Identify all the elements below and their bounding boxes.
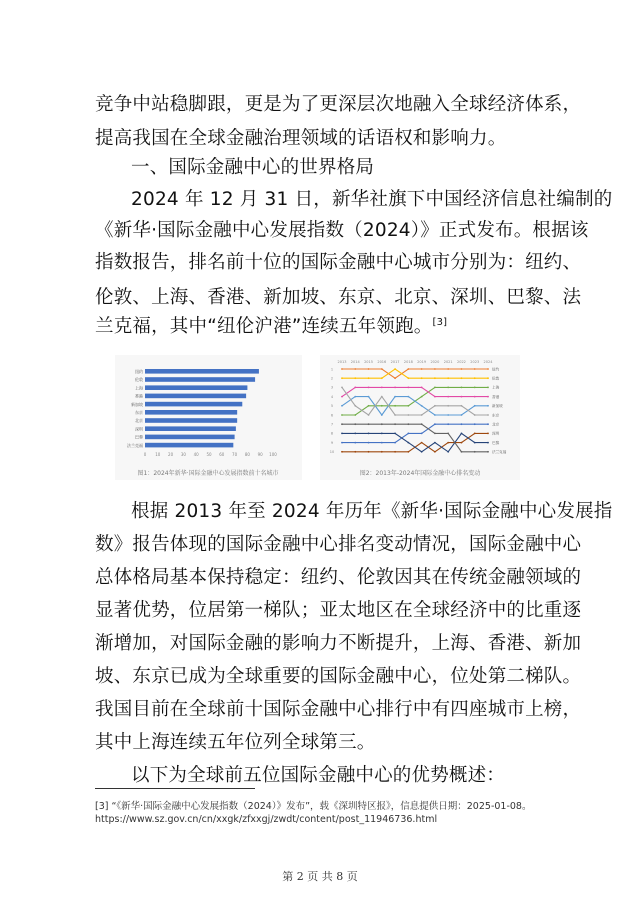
figure-2-end-label: 新加坡 <box>492 404 503 409</box>
figure-2-rank-label: 4 <box>330 394 334 399</box>
figure-2-point <box>447 451 449 453</box>
figure-2-point <box>421 414 423 416</box>
figure-2-point <box>487 377 489 379</box>
figure-2-point <box>474 433 476 435</box>
figure-1-city-label: 伦敦 <box>135 377 143 383</box>
figure-2-point <box>434 451 436 453</box>
figure-1-bar-chart <box>115 355 302 480</box>
figure-2-point <box>407 451 409 453</box>
figure-2-point <box>381 377 383 379</box>
figure-1-x-tick: 30 <box>180 452 186 457</box>
figure-2-year-label: 2022 <box>456 360 466 364</box>
figure-1-city-label: 上海 <box>135 385 143 391</box>
figure-2-point <box>461 396 463 398</box>
figure-2-point <box>368 442 370 444</box>
figure-2-point <box>341 414 343 416</box>
figure-2-point <box>368 451 370 453</box>
figure-2-rank-label: 10 <box>329 450 335 455</box>
figure-2-point <box>354 442 356 444</box>
figure-2-point <box>394 396 396 398</box>
figure-2-point <box>434 368 436 370</box>
figure-2-point <box>447 387 449 389</box>
body-line-4: 2024 年 12 月 31 日，新华社旗下中国经济信息社编制的 <box>131 189 613 210</box>
page-number: 第 2 页 共 8 页 <box>282 870 358 883</box>
figure-2-point <box>421 442 423 444</box>
figure-2-point <box>407 414 409 416</box>
figure-2-point <box>354 433 356 435</box>
figure-2-point <box>407 423 409 425</box>
figure-1-x-tick: 60 <box>219 452 225 457</box>
body-line-7: 伦敦、上海、香港、新加坡、东京、北京、深圳、巴黎、法 <box>95 287 582 308</box>
footnote-line-1: [3] “《新华·国际金融中心发展指数（2024）》发布”，载《深圳特区报》，信息提供日期：2025-01-08。 <box>95 801 532 812</box>
figure-2-point <box>434 423 436 425</box>
figure-2-point <box>381 442 383 444</box>
figure-2-point <box>368 423 370 425</box>
body-line-5: 《新华·国际金融中心发展指数（2024）》正式发布。根据该 <box>95 220 589 241</box>
figure-2-end-label: 深圳 <box>492 431 500 436</box>
figure-2-point <box>447 368 449 370</box>
figure-2-point <box>474 387 476 389</box>
figure-1-bar <box>145 435 235 440</box>
footnote-ref: [3] <box>432 316 448 328</box>
figure-2-year-label: 2021 <box>443 360 453 364</box>
figure-1-city-label: 巴黎 <box>135 434 143 440</box>
figure-1-city-label: 东京 <box>135 410 143 415</box>
figure-2-end-label: 上海 <box>492 385 500 390</box>
figure-2-point <box>341 405 343 407</box>
figure-2-background <box>320 355 520 480</box>
body-line-16: 其中上海连续五年位列全球第三。 <box>95 732 376 753</box>
body-line-14: 坡、东京已成为全球重要的国际金融中心，位处第二梯队。 <box>95 666 582 687</box>
figure-2-point <box>421 451 423 453</box>
figure-1-caption: 图1：2024年新华·国际金融中心发展指数前十名城市 <box>137 470 279 477</box>
figure-2-point <box>434 414 436 416</box>
figure-2-end-label: 伦敦 <box>492 376 500 381</box>
figure-2-rank-label: 3 <box>330 385 334 390</box>
figure-1-x-tick: 20 <box>168 452 174 457</box>
figure-2-point <box>368 405 370 407</box>
figure-2-point <box>487 368 489 370</box>
footnote-divider <box>95 788 255 789</box>
figure-1-bar <box>145 402 242 407</box>
figure-2-year-label: 2018 <box>403 360 413 364</box>
figure-2-point <box>421 433 423 435</box>
figure-2-point <box>394 433 396 435</box>
figure-2-point <box>474 377 476 379</box>
figure-2-point <box>354 414 356 416</box>
figure-2-year-label: 2017 <box>390 360 400 364</box>
body-line-6: 指数报告，排名前十位的国际金融中心城市分别为：纽约、 <box>95 252 582 273</box>
figure-2-point <box>407 368 409 370</box>
figure-2-year-label: 2015 <box>364 360 374 364</box>
figure-2-point <box>434 396 436 398</box>
figure-2-rank-label: 6 <box>330 413 334 418</box>
figure-2-point <box>474 442 476 444</box>
body-line-8 <box>95 312 447 338</box>
body-line-15: 我国目前在全球前十国际金融中心排行中有四座城市上榜， <box>95 699 582 720</box>
figure-2-point <box>474 423 476 425</box>
body-line-1: 竞争中站稳脚跟，更是为了更深层次地融入全球经济体系， <box>95 94 582 115</box>
figure-1-x-tick: 100 <box>269 452 277 457</box>
figure-2-point <box>487 442 489 444</box>
figure-2-point <box>434 377 436 379</box>
figure-2-point <box>447 414 449 416</box>
figure-2-point <box>368 368 370 370</box>
figure-1-bar <box>145 394 246 399</box>
figure-1-bar <box>145 426 236 431</box>
figure-2-point <box>487 423 489 425</box>
footnote-url: https://www.sz.gov.cn/cn/xxgk/zfxxgj/zwdt/content/post_11946736.html <box>95 814 438 825</box>
figure-2-point <box>341 396 343 398</box>
figure-2-point <box>381 433 383 435</box>
figure-2-point <box>421 405 423 407</box>
figure-2-point <box>368 414 370 416</box>
figure-2-point <box>394 368 396 370</box>
figure-2-rank-label: 9 <box>330 440 334 445</box>
figure-2-point <box>394 451 396 453</box>
figure-1-city-label: 新加坡 <box>131 401 143 407</box>
figure-2-point <box>381 405 383 407</box>
figure-2-point <box>354 377 356 379</box>
figure-2-point <box>341 368 343 370</box>
figure-2-point <box>474 396 476 398</box>
body-line-11: 总体格局基本保持稳定：纽约、伦敦因其在传统金融领域的 <box>95 567 582 588</box>
section-heading: 一、国际金融中心的世界格局 <box>131 157 375 178</box>
figure-2-end-label: 巴黎 <box>492 440 500 445</box>
figure-2-point <box>447 442 449 444</box>
figure-2-year-label: 2016 <box>377 360 387 364</box>
figure-1-x-tick: 70 <box>232 452 238 457</box>
figure-1-bar <box>145 443 233 448</box>
figure-2-point <box>354 405 356 407</box>
figure-2-point <box>368 387 370 389</box>
figure-2-point <box>354 396 356 398</box>
figure-2-year-label: 2024 <box>483 360 493 364</box>
figure-2-point <box>447 405 449 407</box>
figure-2-point <box>381 423 383 425</box>
figure-2-point <box>394 387 396 389</box>
figure-1-x-tick: 50 <box>206 452 212 457</box>
figure-2-point <box>461 405 463 407</box>
figure-2-point <box>461 442 463 444</box>
body-line-9: 根据 2013 年至 2024 年历年《新华·国际金融中心发展指 <box>131 501 613 522</box>
figure-2-point <box>434 442 436 444</box>
figure-2-point <box>421 387 423 389</box>
figure-2-point <box>487 387 489 389</box>
figure-2-point <box>487 396 489 398</box>
figure-2-point <box>407 377 409 379</box>
figure-2-point <box>381 396 383 398</box>
figure-2-year-label: 2023 <box>470 360 480 364</box>
figure-1-city-label: 法兰克福 <box>127 442 143 448</box>
figure-1-x-tick: 80 <box>244 452 250 457</box>
figure-1-city-label: 深圳 <box>135 426 143 432</box>
figure-2-point <box>381 387 383 389</box>
figure-2-point <box>474 405 476 407</box>
body-line-17: 以下为全球前五位国际金融中心的优势概述： <box>131 765 506 786</box>
body-line-2: 提高我国在全球金融治理领域的话语权和影响力。 <box>95 128 507 149</box>
figure-2-point <box>487 405 489 407</box>
figure-2-point <box>461 433 463 435</box>
figure-1-city-label: 纽约 <box>135 369 143 374</box>
figure-2-point <box>407 442 409 444</box>
figure-1-city-label: 北京 <box>135 418 143 424</box>
figure-2-point <box>434 387 436 389</box>
figure-2-end-label: 北京 <box>492 422 500 427</box>
figure-2-rank-label: 2 <box>330 376 334 381</box>
figure-2-point <box>461 368 463 370</box>
figure-2-point <box>368 433 370 435</box>
figure-1-city-label: 香港 <box>135 393 143 399</box>
figure-1-bar <box>145 377 255 382</box>
figure-1-x-tick: 0 <box>143 452 147 457</box>
figure-2-point <box>447 396 449 398</box>
figure-2-point <box>354 387 356 389</box>
figure-2-point <box>368 396 370 398</box>
body-line-10: 数》报告体现的国际金融中心排名变动情况，国际金融中心 <box>95 534 582 555</box>
body-line-8-text: 兰克福，其中“纽伦沪港”连续五年领跑。 <box>95 316 433 337</box>
figure-2-line-chart <box>320 355 520 480</box>
figure-2-year-label: 2014 <box>350 360 360 364</box>
figure-2-rank-label: 8 <box>330 431 334 436</box>
figure-2-rank-label: 5 <box>330 404 334 409</box>
figure-2-year-label: 2013 <box>337 360 347 364</box>
figure-2-point <box>407 387 409 389</box>
figure-2-point <box>381 414 383 416</box>
figure-2-end-label: 香港 <box>492 394 500 399</box>
figure-2-point <box>354 368 356 370</box>
figure-2-point <box>434 433 436 435</box>
figure-2-point <box>421 377 423 379</box>
figure-2-point <box>407 433 409 435</box>
body-line-12: 显著优势，位居第一梯队；亚太地区在全球经济中的比重逐 <box>95 600 582 621</box>
figure-2-point <box>474 414 476 416</box>
figure-1-x-tick: 90 <box>257 452 263 457</box>
figure-2-point <box>381 368 383 370</box>
figure-2-point <box>474 368 476 370</box>
figure-2-point <box>407 396 409 398</box>
figure-2-point <box>421 423 423 425</box>
figure-2-caption: 图2：2013年-2024年国际金融中心排名变动 <box>359 470 481 477</box>
figure-2-point <box>447 433 449 435</box>
figure-2-year-label: 2020 <box>430 360 440 364</box>
figure-2-point <box>447 423 449 425</box>
figure-2-point <box>368 377 370 379</box>
figure-2-end-label: 纽约 <box>492 367 500 372</box>
figure-2-point <box>407 405 409 407</box>
figure-1-background <box>115 355 302 480</box>
figure-2-point <box>341 433 343 435</box>
figure-2-point <box>341 442 343 444</box>
figure-2-point <box>341 451 343 453</box>
figure-2-point <box>421 368 423 370</box>
figure-1-bar <box>145 410 237 415</box>
figure-2-point <box>341 377 343 379</box>
figure-2-point <box>461 414 463 416</box>
figure-2-point <box>487 451 489 453</box>
figure-2-point <box>461 377 463 379</box>
figure-1-x-tick: 10 <box>155 452 161 457</box>
figure-2-point <box>394 442 396 444</box>
figure-2-point <box>381 451 383 453</box>
figure-2-point <box>354 423 356 425</box>
figure-2-year-label: 2019 <box>417 360 427 364</box>
figure-2-point <box>341 387 343 389</box>
figure-2-end-label: 东京 <box>492 413 500 418</box>
figure-2-point <box>341 423 343 425</box>
figure-2-point <box>461 451 463 453</box>
figure-2-point <box>487 414 489 416</box>
figure-2-point <box>394 414 396 416</box>
body-line-13: 渐增加，对国际金融的影响力不断提升，上海、香港、新加 <box>95 633 582 654</box>
figure-1-bar <box>145 418 237 423</box>
figure-2-rank-label: 1 <box>330 367 334 372</box>
figure-1-bar <box>145 369 259 374</box>
figure-2-point <box>487 433 489 435</box>
figure-2-point <box>447 377 449 379</box>
figure-2-point <box>421 396 423 398</box>
figure-1-bar <box>145 385 247 390</box>
figure-2-point <box>394 377 396 379</box>
figure-2-rank-label: 7 <box>330 422 334 427</box>
figure-2-point <box>474 451 476 453</box>
figure-2-point <box>461 387 463 389</box>
figure-2-point <box>394 405 396 407</box>
figure-1-x-tick: 40 <box>193 452 199 457</box>
figure-2-end-label: 法兰克福 <box>492 450 507 455</box>
figure-2-point <box>461 423 463 425</box>
figure-2-point <box>434 405 436 407</box>
figure-2-point <box>394 423 396 425</box>
figure-2-point <box>354 451 356 453</box>
